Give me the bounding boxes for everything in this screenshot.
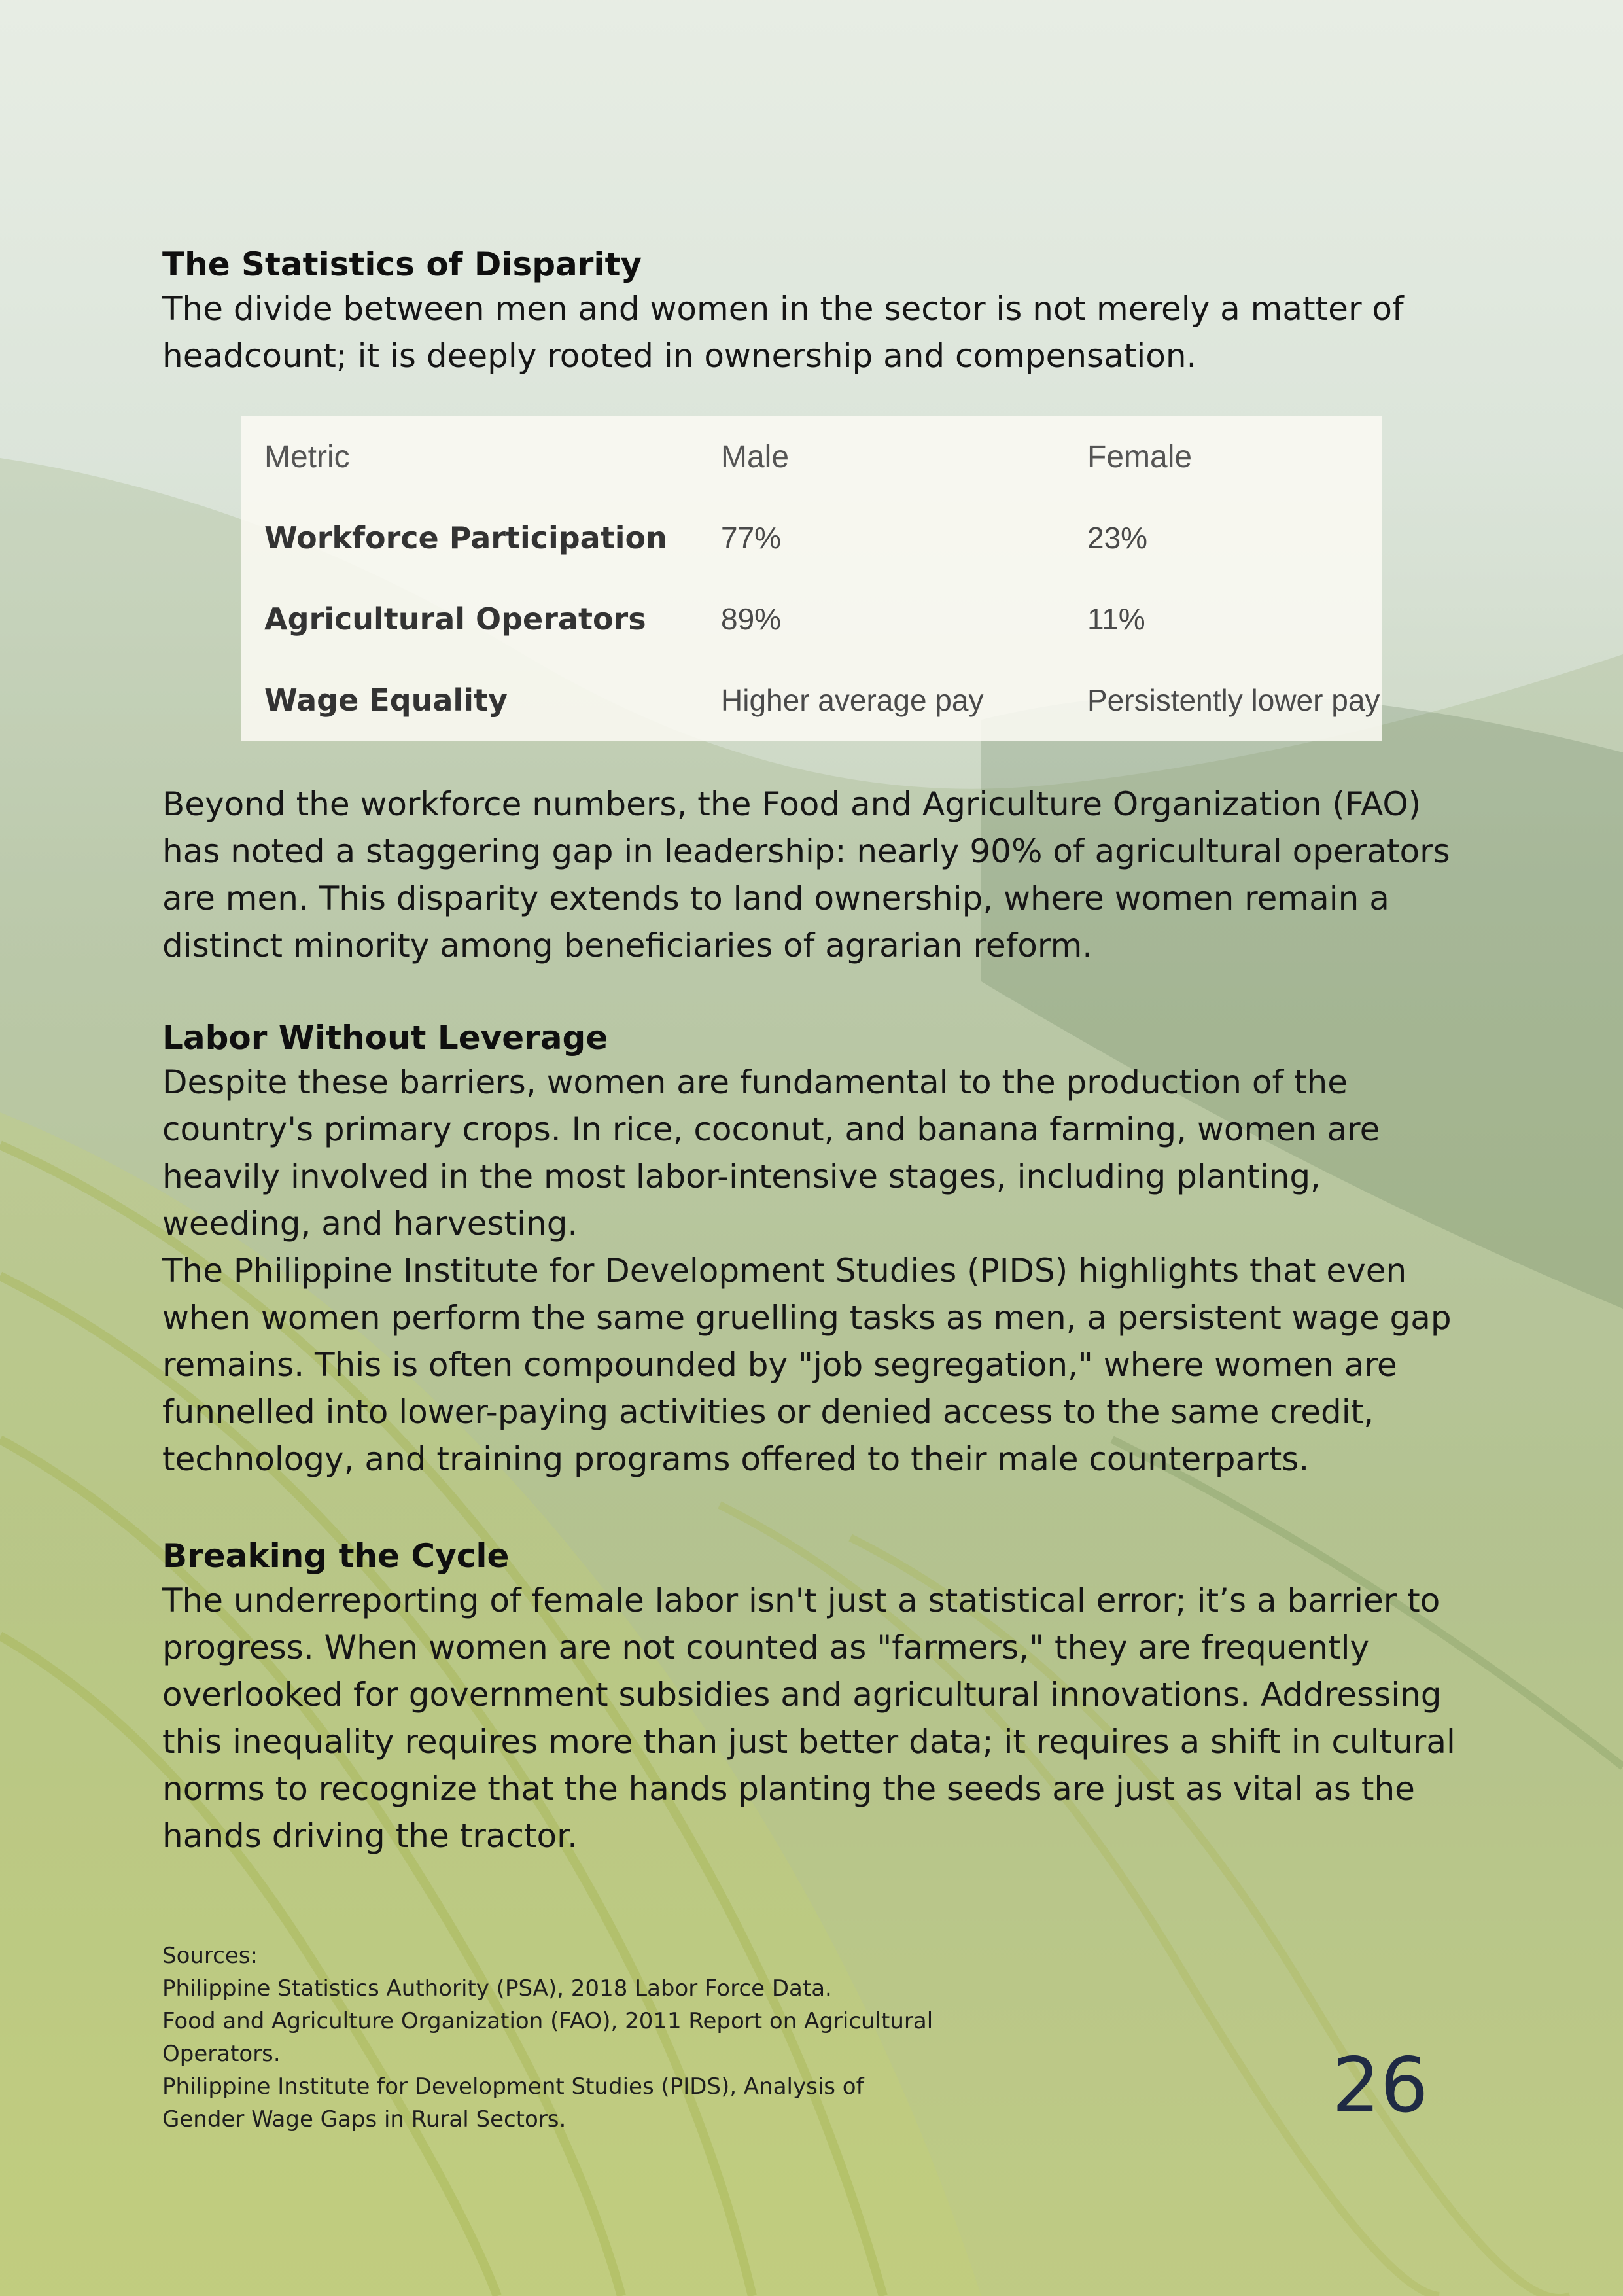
page-number: 26 [1332, 2041, 1429, 2130]
table-cell-male: 89% [721, 602, 782, 636]
section-labor [162, 1017, 1477, 1483]
sources-list [162, 1939, 947, 2136]
body-paragraph: Beyond the workforce numbers, the Food and Agriculture Organization (FAO) has noted a staggering gap in leadership: nearly 90% of agricultural operators are men. This disparity extends to land ownership, where women remain a distinct minority among beneficiaries of agrarian reform. [162, 785, 1450, 964]
table-cell-metric: Workforce Participation [264, 520, 667, 556]
source-item: Philippine Institute for Development Studies (PIDS), Analysis of Gender Wage Gaps in Rural Sectors. [162, 2074, 864, 2132]
body-paragraph: The Philippine Institute for Development Studies (PIDS) highlights that even when women perform the same gruelling tasks as men, a persistent wage gap remains. This is often compounded by "job segregation," where women are funnelled into lower-paying activities or denied access to the same credit, technology, and training programs offered to their male counterparts. [162, 1252, 1452, 1478]
table-header-cell: Male [721, 439, 790, 474]
section-heading: Labor Without Leverage [162, 1019, 608, 1057]
table-cell-male: 77% [721, 521, 782, 555]
table-cell-female: 23% [1087, 521, 1148, 555]
table-cell-female: 11% [1087, 602, 1145, 636]
table-cell-metric: Agricultural Operators [264, 601, 646, 637]
table-header-row [241, 416, 1382, 497]
table-cell-female: Persistently lower pay [1087, 683, 1380, 717]
section-statistics-continued [162, 781, 1477, 969]
table-row [241, 660, 1382, 741]
body-paragraph: Despite these barriers, women are fundamental to the production of the country's primary crops. In rice, coconut, and banana farming, women are heavily involved in the most labor-intensive stages, including planting, weeding, and harvesting. [162, 1063, 1380, 1243]
table-row [241, 497, 1382, 578]
table-row [241, 578, 1382, 660]
table-cell-male: Higher average pay [721, 683, 984, 717]
source-item: Philippine Statistics Authority (PSA), 2018 Labor Force Data. [162, 1975, 832, 2002]
sources-label: Sources: [162, 1943, 258, 1969]
section-cycle [162, 1535, 1477, 1860]
source-item: Food and Agriculture Organization (FAO), 2011 Report on Agricultural Operators. [162, 2008, 934, 2067]
disparity-table [241, 416, 1382, 741]
section-intro: The divide between men and women in the sector is not merely a matter of headcount; it is deeply rooted in ownership and compensation. [162, 290, 1404, 375]
section-heading: The Statistics of Disparity [162, 245, 642, 283]
table-header-cell: Female [1087, 439, 1193, 474]
body-paragraph: The underreporting of female labor isn't just a statistical error; it’s a barrier to progress. When women are not counted as "farmers," they are frequently overlooked for government subsidies and agricultural innovations. Addressing this inequality requires more than just better data; it requires a shift in cultural norms to recognize that the hands planting the seeds are just as vital as the hands driving the tractor. [162, 1581, 1456, 1855]
section-heading: Breaking the Cycle [162, 1537, 510, 1575]
table-cell-metric: Wage Equality [264, 682, 508, 718]
section-statistics [162, 243, 1477, 380]
table-header-cell: Metric [264, 439, 350, 474]
